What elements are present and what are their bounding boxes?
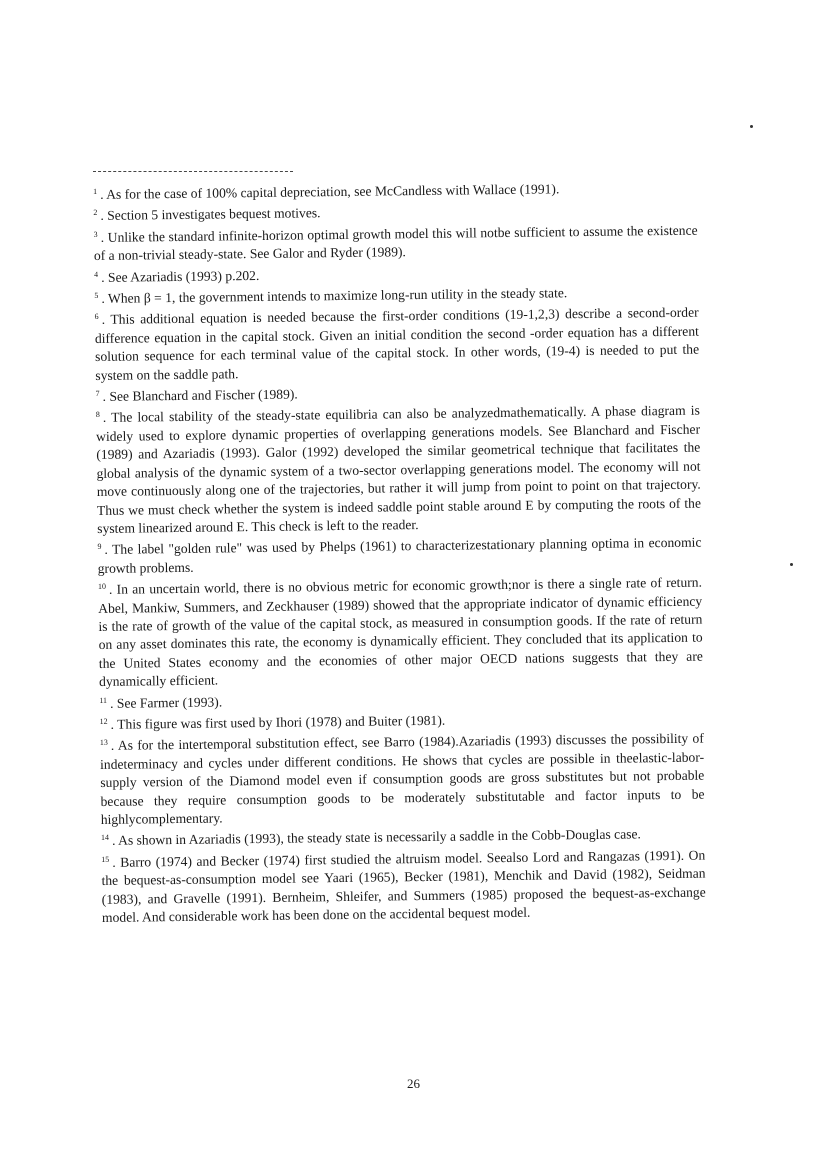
scan-speck [750,125,753,128]
footnote-15 [101,843,706,927]
footnote-marker: 1 [93,186,98,196]
footnote-marker: 10 [97,581,106,592]
footnote-text: . See Farmer (1993). [109,694,223,711]
footnote-marker: 13 [99,738,108,748]
footnote-8 [96,399,702,538]
footnote-text: . In an uncertain world, there is no obvious metric for economic growth;nor is there a single rate of return. Abel, Mankiw, Summers, and Zeckhauser (1989) showed that the appropriate indicator of dynamic efficiency is the rate of growth of the value of the capital stock, as measured in consumption goods. If the rate of return on any asset dominates this rate, the economy is dynamically efficient. They concluded that its application to the United States economy and the economies of other major OECD nations suggests that they are dynamically efficient. [98,574,703,690]
footnote-marker: 6 [94,312,99,322]
footnote-marker: 2 [93,208,98,218]
footnote-text: . As shown in Azariadis (1993), the steady state is necessarily a saddle in the Cobb-Douglas case. [111,826,641,849]
footnote-text: . As for the intertemporal substitution effect, see Barro (1984).Azariadis (1993) discusses the possibility of indeterminacy and cycles under different conditions. He shows that cycles are possible in theelastic-labor-supply version of the Diamond model even if consumption goods are gross substitutes but not probable because they require consumption goods to be moderately substitutable and factor inputs to be highlycomplementary. [100,730,705,827]
footnote-6 [95,301,700,385]
footnote-marker: 5 [94,290,99,301]
footnote-marker: 4 [94,269,99,279]
footnotes-section [93,176,706,928]
footnote-marker: 9 [97,542,102,552]
footnote-text: . This figure was first used by Ihori (1978) and Buiter (1981). [110,712,446,732]
footnote-marker: 12 [99,716,108,726]
footnote-text: . This additional equation is needed because the first-order conditions (19-1,2,3) describe a second-order difference equation in the capital stock. Given an initial condition the second -order equation has a different solution sequence for each terminal value of the capital stock. In other words, (19-4) is needed to put the system on the saddle path. [94,305,700,383]
footnote-marker: 8 [95,410,100,420]
footnote-marker: 15 [101,854,110,864]
page-number: 26 [407,1076,420,1091]
footnote-text: . As for the case of 100% capital depreciation, see McCandless with Wallace (1991). [100,181,560,202]
footnote-text: . See Azariadis (1993) p.202. [101,267,260,285]
footnote-marker: 3 [93,229,98,239]
footnote-marker: 7 [95,388,100,399]
footnote-text: . The label "golden rule" was used by Phelps (1961) to characterizestationary planning optima in economic growth problems. [97,534,702,576]
footnote-10 [98,571,703,692]
footnote-text: . Section 5 investigates bequest motives. [100,205,321,224]
footnote-13 [100,727,705,829]
footnote-text: . When β = 1, the government intends to maximize long-run utility in the steady state. [101,285,568,306]
footnote-separator [93,171,293,172]
footnote-marker: 11 [99,695,108,705]
footnote-marker: 14 [100,833,110,843]
footnote-text: . See Blanchard and Fischer (1989). [102,386,298,404]
footnote-text: . The local stability of the steady-state equilibria can also be analyzedmathematically. A phase diagram is widely used to explore dynamic properties of overlapping generations models. See Blanchard and Fischer (1989) and Azariadis (1993). Galor (1992) developed the similar geometrical technique that facilitates the global analysis of the dynamic system of a two-sector overlapping generations model. The economy will not move continuously along one of the trajectories, but rather it will jump from point to point on that trajectory. Thus we must check whether the system is indeed saddle point stable around E by computing the roots of the system linearized around E. This check is left to the reader. [96,403,702,536]
footnote-text: . Barro (1974) and Becker (1974) first studied the altruism model. Seealso Lord and Rangazas (1991). On the bequest-as-consumption model see Yaari (1965), Becker (1981), Menchik and David (1982), Seidman (1983), and Gravelle (1991). Bernheim, Shleifer, and Summers (1985) proposed the bequest-as-exchange model. And considerable work has been done on the accidental bequest model. [101,847,706,925]
footnote-text: . Unlike the standard infinite-horizon optimal growth model this will notbe sufficient to assume the existence of a non-trivial steady-state. See Galor and Ryder (1989). [93,222,698,264]
scan-speck [790,563,793,566]
